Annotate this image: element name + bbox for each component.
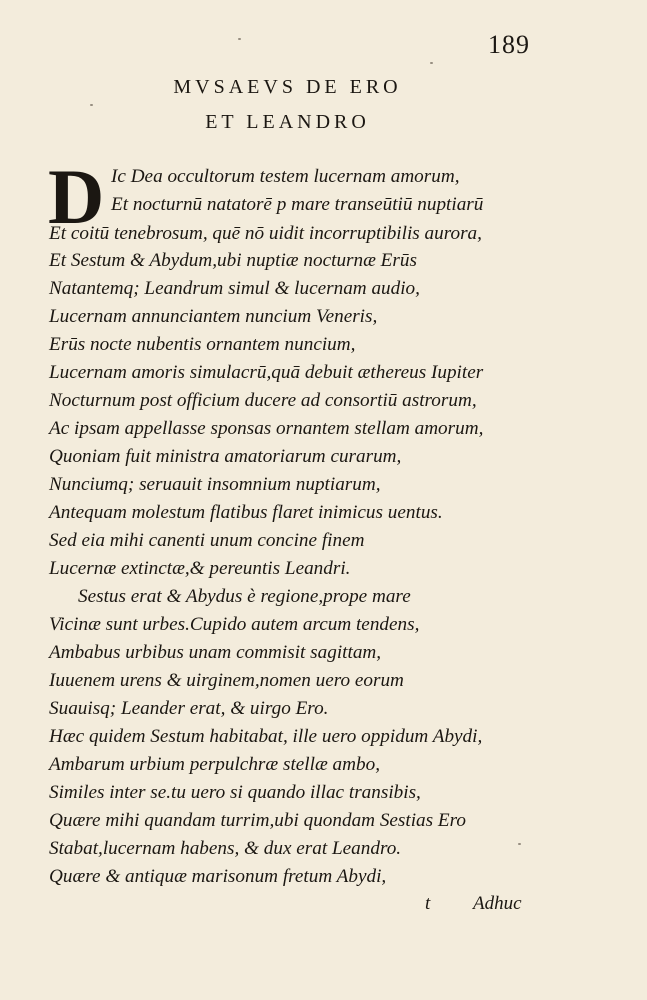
running-title-line-1: MVSAEVS DE ERO bbox=[173, 76, 402, 98]
verse-line: Antequam molestum flatibus flaret inimicus uentus. bbox=[49, 502, 443, 523]
verse-line: Lucernam annunciantem nuncium Veneris, bbox=[49, 306, 378, 327]
verse-line: Quære mihi quandam turrim,ubi quondam Sestias Ero bbox=[49, 810, 466, 831]
signature-mark: t bbox=[425, 893, 431, 914]
verse-line: Stabat,lucernam habens, & dux erat Leandro. bbox=[49, 838, 402, 859]
drop-capital: D bbox=[48, 153, 105, 240]
verse-line: Vicinæ sunt urbes.Cupido autem arcum tendens, bbox=[49, 614, 420, 635]
verse-line: Ambarum urbium perpulchræ stellæ ambo, bbox=[49, 754, 380, 775]
verse-line: Quoniam fuit ministra amatoriarum curarum, bbox=[49, 446, 402, 467]
paper-speck bbox=[238, 38, 241, 40]
page-number: 189 bbox=[488, 30, 530, 59]
verse-line: Ic Dea occultorum testem lucernam amorum, bbox=[111, 166, 460, 187]
verse-line: Hæc quidem Sestum habitabat, ille uero oppidum Abydi, bbox=[49, 726, 483, 747]
verse-line: Sestus erat & Abydus è regione,prope mare bbox=[78, 586, 411, 607]
verse-line: Sed eia mihi canenti unum concine finem bbox=[49, 530, 365, 551]
verse-line: Ambabus urbibus unam commisit sagittam, bbox=[49, 642, 382, 663]
verse-line: Suauisq; Leander erat, & uirgo Ero. bbox=[49, 698, 329, 719]
verse-line: Ac ipsam appellasse sponsas ornantem stellam amorum, bbox=[49, 418, 484, 439]
verse-line: Erūs nocte nubentis ornantem nuncium, bbox=[49, 334, 356, 355]
verse-line: Lucernam amoris simulacrū,quā debuit æthereus Iupiter bbox=[49, 362, 484, 383]
paper-speck bbox=[430, 62, 433, 64]
verse-line: Nocturnum post officium ducere ad consortiū astrorum, bbox=[49, 390, 477, 411]
verse-line: Similes inter se.tu uero si quando illac transibis, bbox=[49, 782, 421, 803]
verse-line: Lucernæ extinctæ,& pereuntis Leandri. bbox=[49, 558, 351, 579]
verse-line: Nunciumq; seruauit insomnium nuptiarum, bbox=[49, 474, 381, 495]
verse-line: Et coitū tenebrosum, quē nō uidit incorruptibilis aurora, bbox=[49, 223, 482, 244]
catchword: Adhuc bbox=[473, 893, 522, 914]
paper-speck bbox=[90, 104, 93, 106]
verse-line: Natantemq; Leandrum simul & lucernam audio, bbox=[49, 278, 420, 299]
paper-speck bbox=[518, 843, 521, 845]
verse-line: Et Sestum & Abydum,ubi nuptiæ nocturnæ Erūs bbox=[49, 250, 417, 271]
verse-line: Iuuenem urens & uirginem,nomen uero eorum bbox=[49, 670, 404, 691]
running-title-line-2: ET LEANDRO bbox=[205, 111, 370, 133]
verse-line: Et nocturnū natatorē p mare transeūtiū nuptiarū bbox=[111, 194, 484, 215]
verse-line: Quære & antiquæ marisonum fretum Abydi, bbox=[49, 866, 387, 887]
